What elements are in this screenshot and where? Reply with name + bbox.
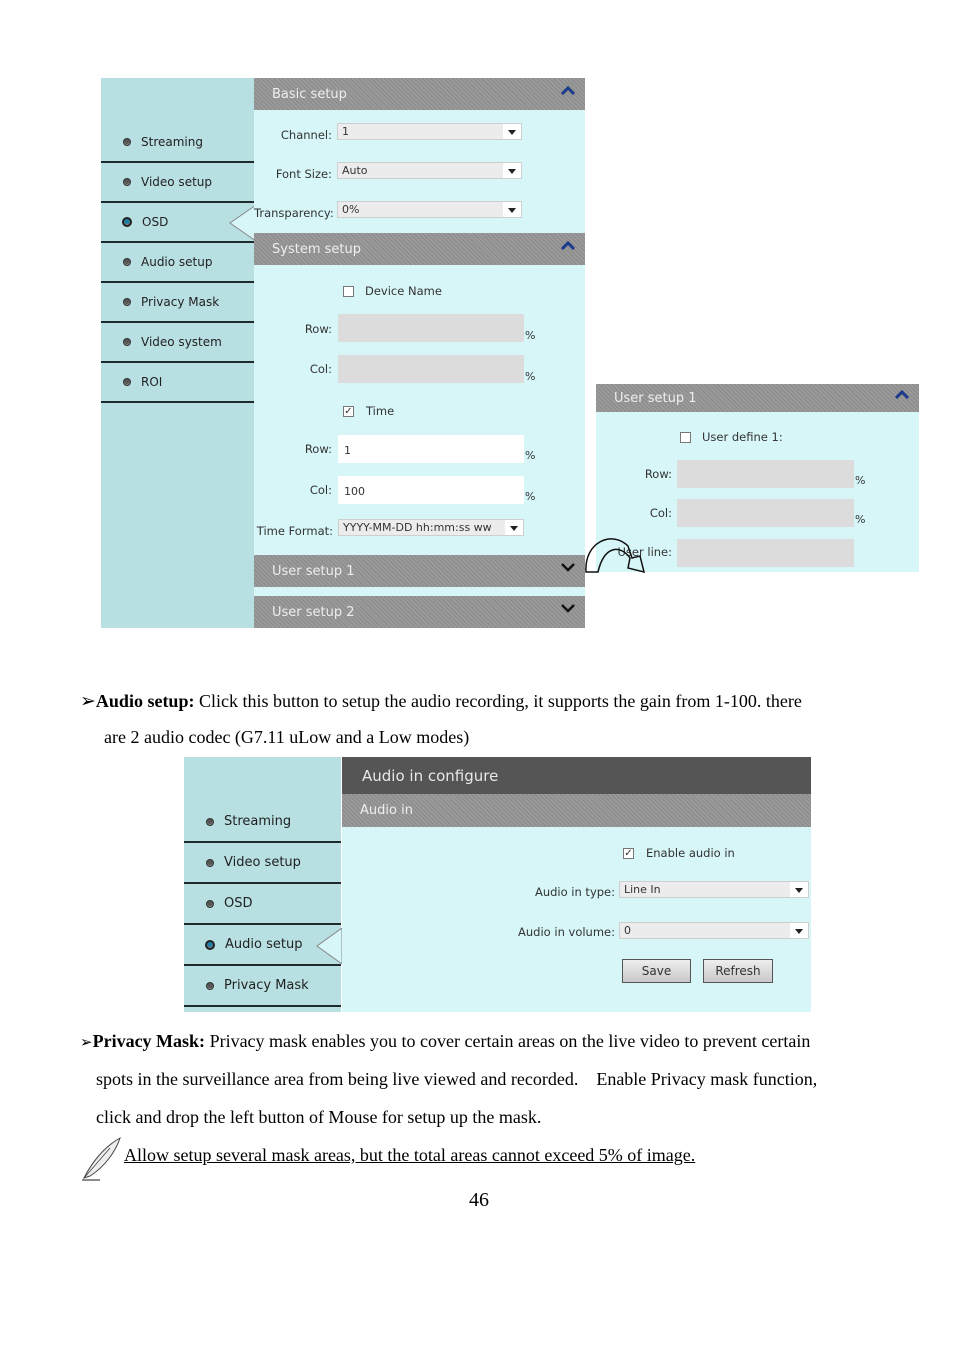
audio-type-label: Audio in type: (534, 885, 615, 899)
nav-label: Video setup (141, 175, 212, 189)
dropdown-caret-icon (508, 130, 516, 135)
nav-privacy-mask[interactable] (184, 966, 341, 1007)
device-name-checkbox[interactable] (343, 286, 354, 297)
audio-volume-value: 0 (624, 924, 631, 937)
feather-pen-icon (80, 1136, 124, 1182)
line-label: User line: (617, 545, 672, 559)
fig2-main-panel (342, 757, 811, 1012)
header-title: System setup (272, 241, 361, 257)
privacy-mask-paragraph (80, 1032, 940, 1051)
time-format-value: YYYY-MM-DD hh:mm:ss ww (343, 521, 492, 534)
dropdown-caret-icon (508, 169, 516, 174)
user-setup-1-header[interactable] (254, 555, 585, 587)
audio-setup-term: Audio setup: (95, 691, 195, 711)
nav-video-setup[interactable] (101, 163, 254, 203)
nav-label: Streaming (141, 135, 203, 149)
system-setup-header[interactable] (254, 233, 585, 265)
bullet-icon (206, 900, 214, 908)
page-number: 46 (469, 1189, 489, 1211)
bullet-icon (206, 818, 214, 826)
nav-streaming[interactable] (101, 123, 254, 163)
chevron-up-icon[interactable] (895, 389, 909, 399)
header-title: User setup 2 (272, 604, 355, 620)
nav-osd[interactable] (184, 884, 341, 925)
nav-label: Video system (141, 335, 222, 349)
bullet-icon (123, 178, 131, 186)
nav-streaming[interactable] (184, 802, 341, 843)
nav-label: ROI (141, 375, 163, 389)
privacy-mask-term: Privacy Mask: (92, 1031, 206, 1051)
refresh-button[interactable]: Refresh (703, 959, 773, 983)
time-checkbox[interactable]: ✓ (344, 406, 353, 417)
enable-audio-label: Enable audio in (646, 846, 735, 860)
privacy-mask-line3: click and drop the left button of Mouse for setup up the mask. (96, 1107, 542, 1127)
bullet-icon (123, 138, 131, 146)
header-title: User setup 1 (614, 390, 697, 406)
chevron-down-icon[interactable] (561, 603, 575, 613)
font-size-select[interactable] (337, 162, 522, 179)
nav-label: OSD (224, 896, 253, 911)
bullet-icon (206, 859, 214, 867)
header-title: Basic setup (272, 86, 347, 102)
audio-in-header[interactable] (342, 794, 811, 827)
privacy-mask-line2: spots in the surveillance area from being live viewed and recorded. Enable Privacy mask function, (96, 1069, 818, 1089)
curved-arrow-icon (582, 528, 666, 576)
user-row-input[interactable] (677, 460, 854, 488)
audio-setup-text: Click this button to setup the audio recording, it supports the gain from 1-100. there (194, 691, 802, 711)
nav-label: Streaming (224, 814, 292, 829)
channel-value: 1 (342, 125, 349, 138)
nav-label: Video setup (224, 855, 301, 870)
audio-type-select[interactable] (619, 881, 809, 898)
audio-setup-paragraph-line2: are 2 audio codec (G7.11 uLow and a Low modes) (104, 727, 470, 747)
font-size-value: Auto (342, 164, 368, 177)
audio-config-title-bar (342, 757, 811, 794)
popup-header[interactable] (596, 384, 919, 412)
nav-privacy-mask[interactable] (101, 283, 254, 323)
basic-setup-header[interactable] (254, 78, 585, 110)
nav-label: Privacy Mask (141, 295, 220, 309)
dropdown-caret-icon (508, 208, 516, 213)
time-col-input[interactable]: 100 (338, 476, 524, 504)
title-text: Audio in configure (362, 767, 499, 785)
bullet-icon (206, 982, 214, 990)
save-button[interactable]: Save (622, 959, 691, 983)
fig1-main-panel (254, 78, 585, 628)
audio-setup-paragraph (80, 692, 940, 711)
active-bullet-icon (122, 217, 132, 227)
active-tab-pointer-icon (315, 928, 342, 964)
percent-unit: % (855, 474, 866, 487)
fig1-sidebar (101, 78, 254, 628)
dropdown-caret-icon (795, 929, 803, 934)
time-format-label: Time Format: (256, 524, 333, 538)
nav-label: Audio setup (141, 255, 213, 269)
device-name-label: Device Name (365, 284, 442, 298)
row-label: Row: (304, 442, 332, 456)
user-setup-2-header[interactable] (254, 596, 585, 628)
chevron-up-icon[interactable] (561, 240, 575, 250)
device-col-input[interactable] (338, 355, 524, 383)
bullet-arrow: ➢ (80, 691, 96, 712)
row-label: Row: (304, 322, 332, 336)
audio-volume-label: Audio in volume: (518, 925, 615, 939)
col-label: Col: (309, 362, 332, 376)
user-col-input[interactable] (677, 499, 854, 527)
transparency-select[interactable] (337, 201, 522, 218)
dropdown-caret-icon (795, 888, 803, 893)
active-bullet-icon (205, 940, 215, 950)
chevron-down-icon[interactable] (561, 562, 575, 572)
nav-label: Privacy Mask (224, 978, 309, 993)
percent-unit: % (525, 329, 536, 342)
privacy-mask-text: Privacy mask enables you to cover certain areas on the live video to prevent certain (205, 1031, 811, 1051)
user-line-input[interactable] (677, 539, 854, 567)
percent-unit: % (525, 370, 536, 383)
header-title: Audio in (360, 803, 413, 818)
user-define-checkbox[interactable] (680, 432, 691, 443)
device-row-input[interactable] (338, 314, 524, 342)
nav-video-system[interactable] (101, 323, 254, 363)
time-row-input[interactable]: 1 (338, 435, 524, 463)
bullet-icon (123, 378, 131, 386)
user-define-label: User define 1: (702, 430, 783, 444)
col-label: Col: (649, 506, 672, 520)
chevron-up-icon[interactable] (561, 85, 575, 95)
percent-unit: % (855, 513, 866, 526)
nav-label: Audio setup (225, 937, 303, 952)
percent-unit: % (525, 449, 536, 462)
bullet-arrow: ➢ (80, 1035, 93, 1051)
col-label: Col: (309, 483, 332, 497)
bullet-icon (123, 338, 131, 346)
enable-audio-checkbox[interactable]: ✓ (624, 848, 633, 859)
nav-label: OSD (142, 215, 169, 229)
nav-audio-setup[interactable] (101, 243, 254, 283)
nav-video-setup[interactable] (184, 843, 341, 884)
bullet-icon (123, 298, 131, 306)
nav-roi[interactable] (101, 363, 254, 403)
channel-select[interactable] (337, 123, 522, 140)
audio-type-value: Line In (624, 883, 661, 896)
time-label: Time (366, 404, 395, 418)
transparency-label: Transparency: (254, 206, 334, 220)
active-tab-pointer-icon (228, 205, 256, 241)
dropdown-caret-icon (510, 526, 518, 531)
audio-volume-select[interactable] (619, 922, 809, 939)
bullet-icon (123, 258, 131, 266)
channel-label: Channel: (280, 128, 332, 142)
transparency-value: 0% (342, 203, 360, 216)
time-format-select[interactable] (338, 519, 524, 536)
percent-unit: % (525, 490, 536, 503)
row-label: Row: (644, 467, 672, 481)
header-title: User setup 1 (272, 563, 355, 579)
note-text: Allow setup several mask areas, but the total areas cannot exceed 5% of image. (124, 1145, 696, 1165)
font-size-label: Font Size: (275, 167, 332, 181)
fig2-sidebar (184, 757, 341, 1012)
